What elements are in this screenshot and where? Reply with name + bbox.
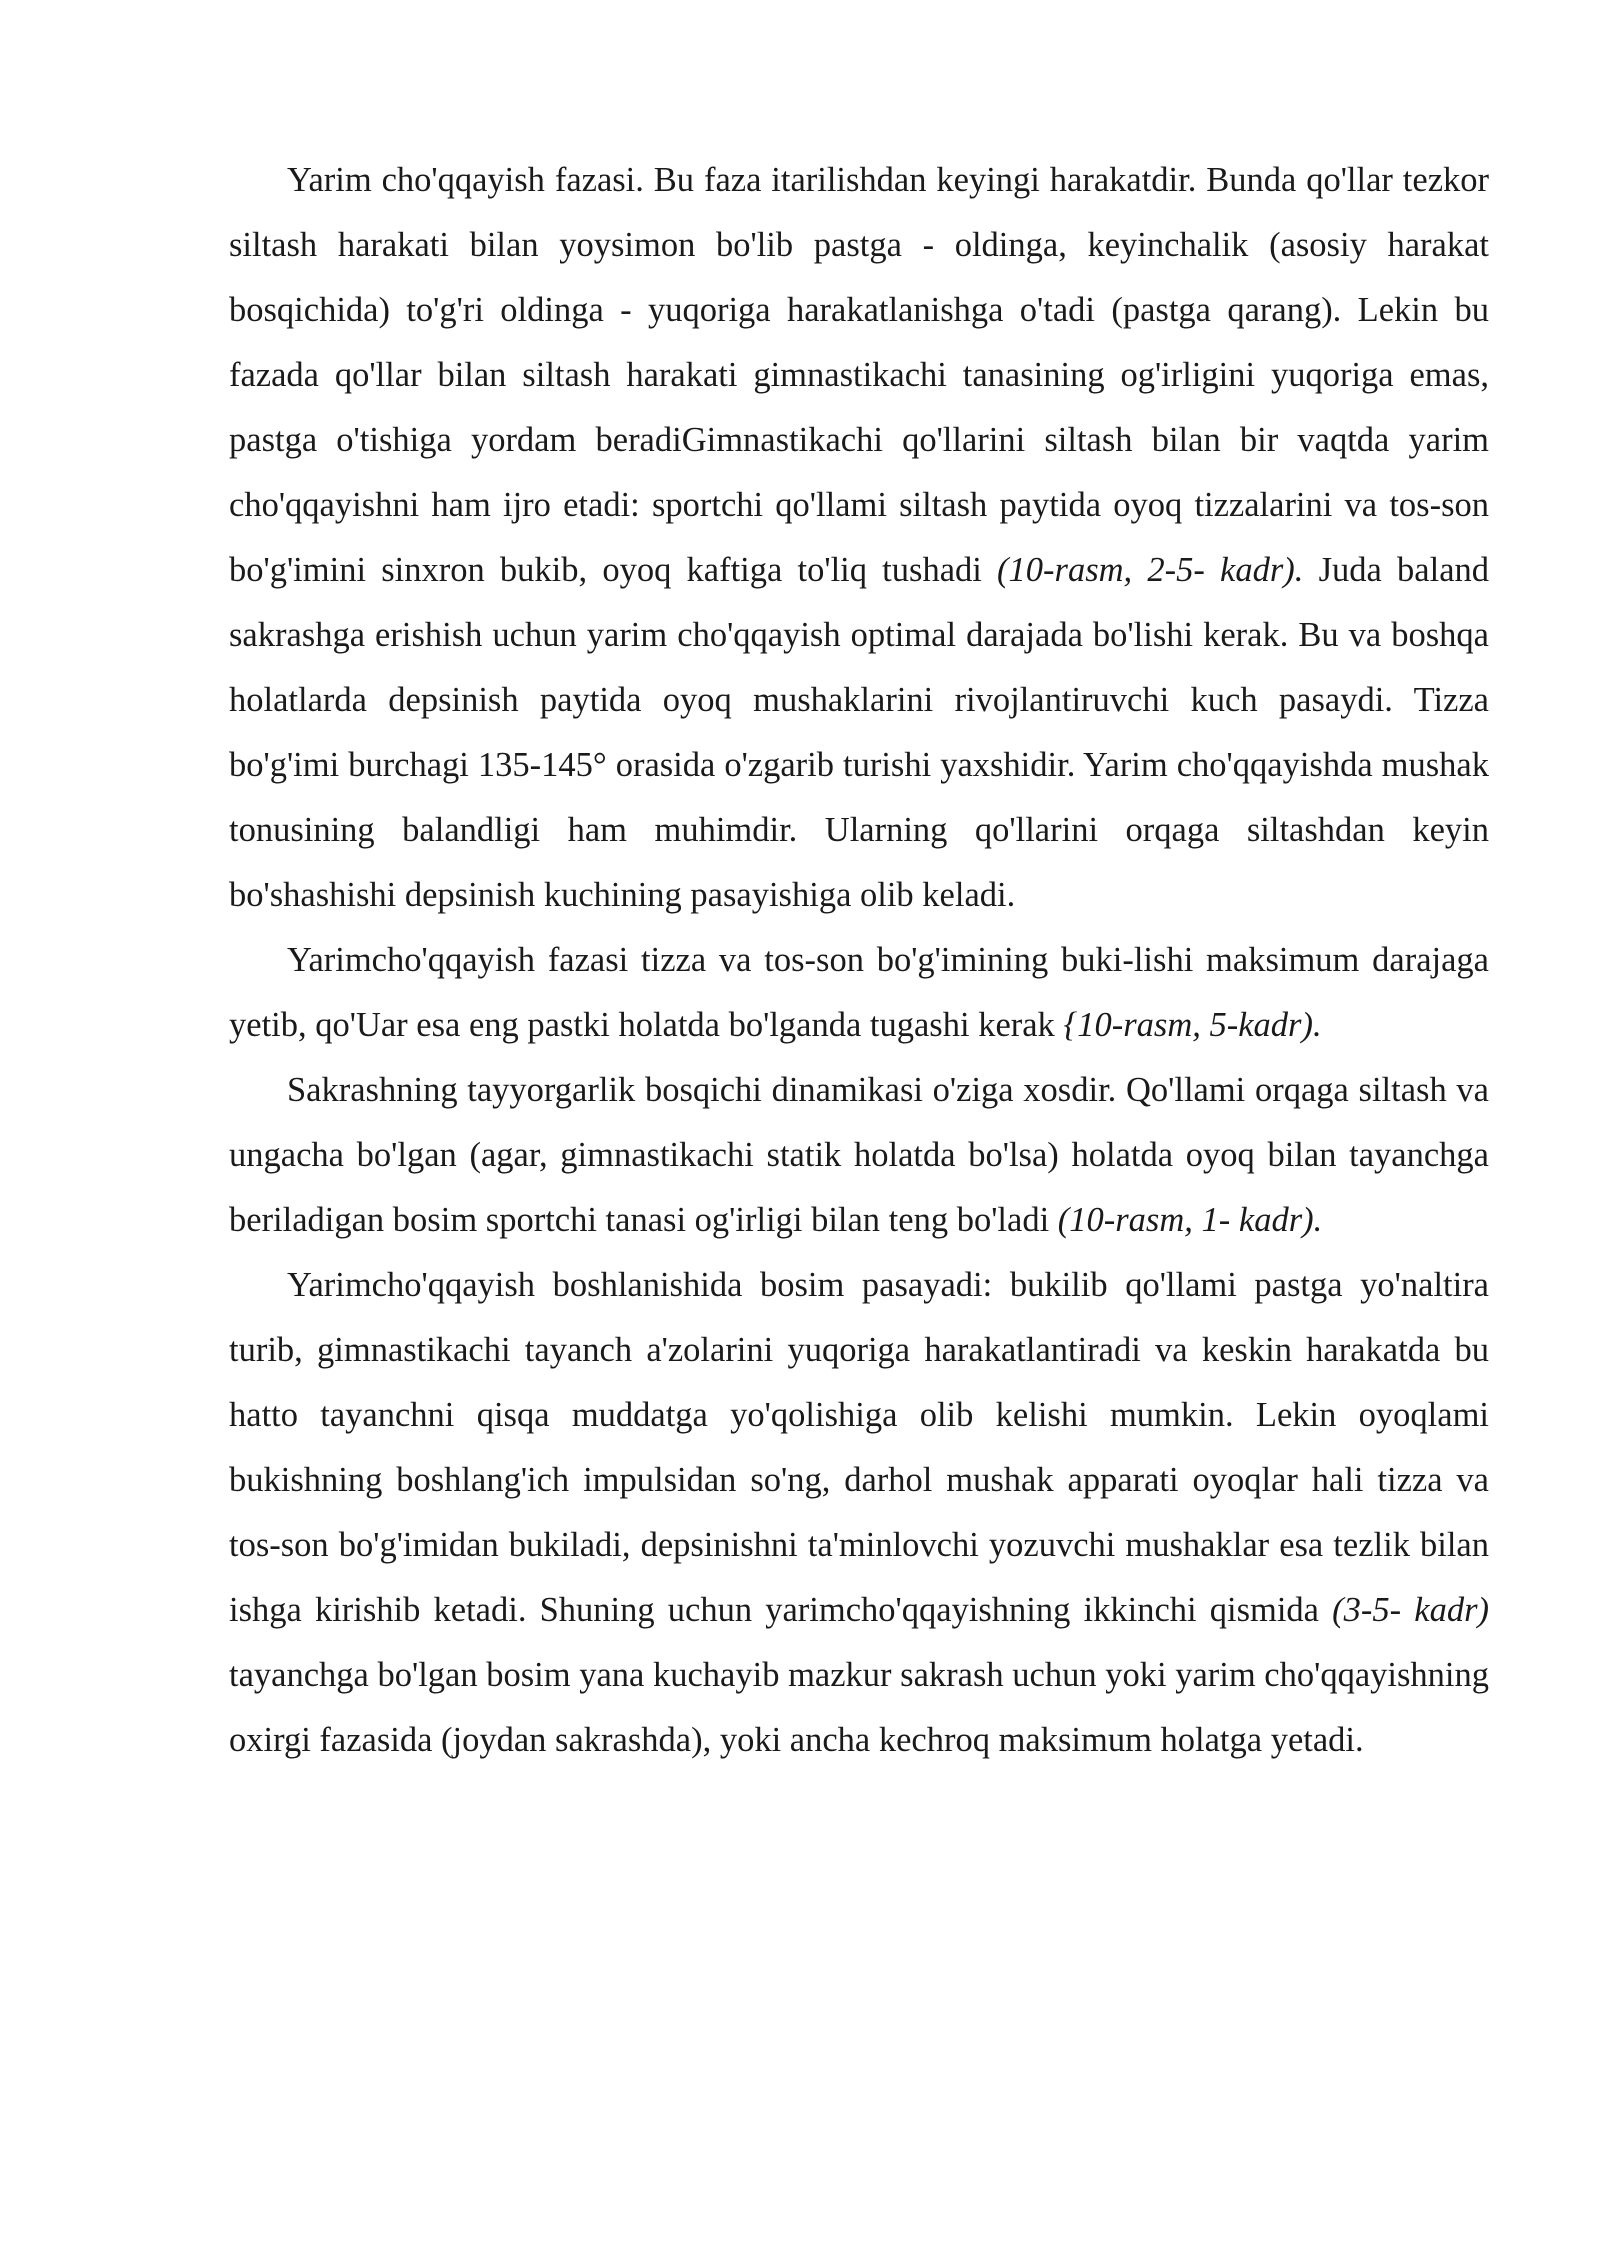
- figure-reference: (3-5- kadr): [1332, 1591, 1489, 1629]
- paragraph-3: [229, 1058, 1489, 1253]
- paragraph-1-text: Yarim cho'qqayish fazasi. Bu faza itarilishdan keyingi harakatdir. Bunda qo'llar tezkor siltash harakati bilan yoysimon bo'lib pastga - oldinga, keyinchalik (asosiy harakat bosqichida) to'g'ri oldinga - yuqoriga harakatlanishga o'tadi (pastga qarang). Lekin bu fazada qo'llar bilan siltash harakati gimnastikachi tanasining og'irligini yuqoriga emas, pastga o'tishiga yordam beradiGimnastikachi qo'llarini siltash bilan bir vaqtda yarim cho'qqayishni ham ijro etadi: sportchi qo'llami siltash paytida oyoq tizzalarini va tos-son bo'g'imini sinxron bukib, oyoq kaftiga to'liq tushadi: [229, 161, 1489, 589]
- figure-reference: (10-rasm, 1- kadr).: [1057, 1201, 1323, 1239]
- figure-reference: {10-rasm, 5-kadr).: [1063, 1006, 1322, 1044]
- paragraph-4-text-cont: tayanchga bo'lgan bosim yana kuchayib mazkur sakrash uchun yoki yarim cho'qqayishning oxirgi fazasida (joydan sakrashda), yoki ancha kechroq maksimum holatga yetadi.: [229, 1656, 1489, 1759]
- figure-reference: (10-rasm, 2-5- kadr).: [997, 551, 1304, 589]
- document-page: [229, 148, 1489, 1773]
- paragraph-4-text: Yarimcho'qqayish boshlanishida bosim pasayadi: bukilib qo'llami pastga yo'naltira turib, gimnastikachi tayanch a'zolarini yuqoriga harakatlantiradi va keskin harakatda bu hatto tayanchni qisqa muddatga yo'qolishiga olib kelishi mumkin. Lekin oyoqlami bukishning boshlang'ich impulsidan so'ng, darhol mushak apparati oyoqlar hali tizza va tos-son bo'g'imidan bukiladi, depsinishni ta'minlovchi yozuvchi mushaklar esa tezlik bilan ishga kirishib ketadi. Shuning uchun yarimcho'qqayishning ikkinchi qismida: [229, 1266, 1489, 1629]
- paragraph-4: [229, 1253, 1489, 1773]
- paragraph-3-text: Sakrashning tayyorgarlik bosqichi dinamikasi o'ziga xosdir. Qo'llami orqaga siltash va ungacha bo'lgan (agar, gimnastikachi statik holatda bo'lsa) holatda oyoq bilan tayanchga beriladigan bosim sportchi tanasi og'irligi bilan teng bo'ladi: [229, 1071, 1489, 1239]
- paragraph-1-text-cont: Juda baland sakrashga erishish uchun yarim cho'qqayish optimal darajada bo'lishi kerak. Bu va boshqa holatlarda depsinish paytida oyoq mushaklarini rivojlantiruvchi kuch pasaydi. Tizza bo'g'imi burchagi 135-145° orasida o'zgarib turishi yaxshidir. Yarim cho'qqayishda mushak tonusining balandligi ham muhimdir. Ularning qo'llarini orqaga siltashdan keyin bo'shashishi depsinish kuchining pasayishiga olib keladi.: [229, 551, 1490, 914]
- paragraph-2: [229, 928, 1489, 1058]
- paragraph-2-text: Yarimcho'qqayish fazasi tizza va tos-son bo'g'imining buki-lishi maksimum darajaga yetib, qo'Uar esa eng pastki holatda bo'lganda tugashi kerak: [229, 941, 1489, 1044]
- paragraph-1: [229, 148, 1489, 928]
